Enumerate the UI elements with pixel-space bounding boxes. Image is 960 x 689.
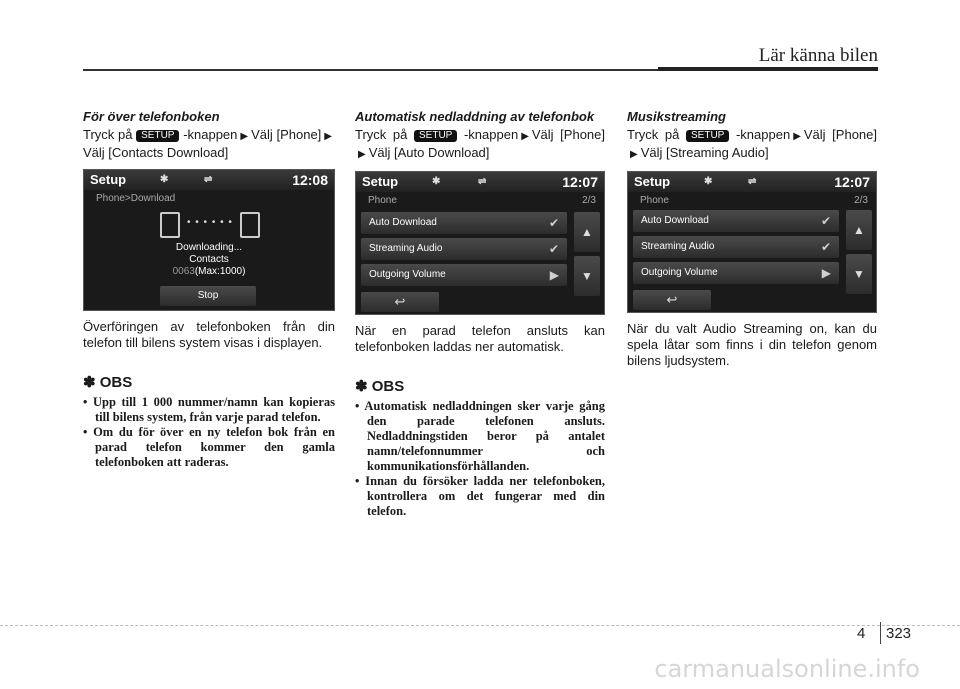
instruction: Tryck på SETUP -knappen ▶ Välj [Phone] ▶Välj [Contacts Download] <box>83 127 332 160</box>
check-icon: ✔ <box>820 214 831 228</box>
header-rule-accent <box>658 67 878 71</box>
usb-icon: ⇌ <box>204 174 213 185</box>
footer-rule <box>0 625 960 626</box>
list-item: • Upp till 1 000 nummer/namn kan kopieras till bilens system, från varje parad telefon. <box>83 395 335 424</box>
arrow-right-icon: ▶ <box>630 149 638 160</box>
section-heading: Musikstreaming <box>627 109 726 124</box>
instruction: Tryck på SETUP -knappen ▶ Välj [Phone]▶ Välj [Streaming Audio] <box>627 127 877 163</box>
screen-title: Setup <box>90 172 127 187</box>
page-indicator: 2/3 <box>854 195 868 206</box>
back-button[interactable] <box>633 290 711 310</box>
arrow-right-icon: ▶ <box>549 268 559 282</box>
arrow-right-icon: ▶ <box>793 131 801 142</box>
download-max: (Max:1000) <box>194 266 246 277</box>
back-button[interactable] <box>361 292 439 312</box>
menu-item-streaming-audio[interactable]: Streaming Audio ✔ <box>633 236 839 258</box>
triangle-up-icon: ▲ <box>581 225 593 239</box>
arrow-right-icon: ▶ <box>358 149 366 160</box>
scroll-up-button[interactable] <box>846 210 872 250</box>
progress-dots: • • • • • • <box>187 217 233 228</box>
section-heading: För över telefonboken <box>83 109 220 124</box>
menu-item-outgoing-volume[interactable]: Outgoing Volume ▶ <box>361 264 567 286</box>
list-item: • Innan du försöker ladda ner telefonboken, kontrollera om det fungerar med din telefon. <box>355 474 605 518</box>
screen-title: Setup <box>362 174 399 189</box>
page-number: 323 <box>886 625 912 642</box>
screen-path: Phone <box>368 195 397 206</box>
bluetooth-icon: ✱ <box>160 174 169 185</box>
status-contacts: Contacts <box>189 254 229 265</box>
instruction: Tryck på SETUP -knappen ▶ Välj [Phone]▶ Välj [Auto Download] <box>355 127 605 163</box>
page-number-separator <box>880 622 881 644</box>
check-icon: ✔ <box>548 216 559 230</box>
download-count: 0063 <box>172 266 195 277</box>
screen-path: Phone>Download <box>96 193 176 204</box>
screen-phone-settings <box>355 171 605 315</box>
obs-title: ✽ OBS <box>355 378 405 395</box>
page-indicator: 2/3 <box>582 195 596 206</box>
arrow-right-icon: ▶ <box>240 131 249 142</box>
menu-item-streaming-audio[interactable]: Streaming Audio ✔ <box>361 238 567 260</box>
check-icon: ✔ <box>548 242 559 256</box>
usb-icon: ⇌ <box>748 176 757 187</box>
section-heading: Automatisk nedladdning av telefonbok <box>355 109 595 124</box>
check-icon: ✔ <box>820 240 831 254</box>
setup-key-badge: SETUP <box>136 130 179 142</box>
menu-item-outgoing-volume[interactable]: Outgoing Volume ▶ <box>633 262 839 284</box>
paragraph: När en parad telefon ansluts kan telefonboken laddas ner automatisk. <box>355 323 605 354</box>
triangle-down-icon: ▼ <box>581 269 593 283</box>
screen-phone-settings <box>627 171 877 313</box>
screen-clock: 12:07 <box>562 174 598 190</box>
scroll-down-button[interactable] <box>574 256 600 296</box>
chapter-number: 4 <box>857 625 866 642</box>
screen-title: Setup <box>634 174 671 189</box>
menu-item-auto-download[interactable]: Auto Download ✔ <box>361 212 567 234</box>
list-item: • Om du för över en ny telefon bok från en parad telefon kommer den gamla telefonboken att raderas. <box>83 425 335 469</box>
page-header-title: Lär känna bilen <box>758 45 878 66</box>
phone-icon <box>160 212 180 238</box>
arrow-right-icon: ▶ <box>821 266 831 280</box>
obs-list <box>355 399 605 519</box>
column-contacts-download <box>83 110 335 470</box>
obs-list <box>83 395 335 470</box>
list-item: • Automatisk nedladdningen sker varje gång den parade telefonen ansluts. Nedladdningstiden beror på antalet namn/telefonnummer och kommunikationsförhållanden. <box>355 399 605 473</box>
back-arrow-icon: ↩ <box>394 294 406 309</box>
stop-button[interactable]: Stop <box>160 286 256 306</box>
setup-key-badge: SETUP <box>686 130 729 142</box>
screen-path: Phone <box>640 195 669 206</box>
screen-download <box>83 169 335 311</box>
scroll-down-button[interactable] <box>846 254 872 294</box>
column-auto-download <box>355 110 605 519</box>
obs-title: ✽ OBS <box>83 374 133 391</box>
triangle-down-icon: ▼ <box>853 267 865 281</box>
paragraph: Överföringen av telefonboken från din telefon till bilens system visas i displayen. <box>83 319 335 350</box>
contacts-list-icon <box>240 212 260 238</box>
arrow-right-icon: ▶ <box>324 131 332 142</box>
bluetooth-icon: ✱ <box>704 176 713 187</box>
scroll-up-button[interactable] <box>574 212 600 252</box>
status-downloading: Downloading... <box>175 242 243 253</box>
screen-clock: 12:07 <box>834 174 870 190</box>
paragraph: När du valt Audio Streaming on, kan du spela låtar som finns i din telefon genom bilens ljudsystem. <box>627 321 877 368</box>
menu-item-auto-download[interactable]: Auto Download ✔ <box>633 210 839 232</box>
arrow-right-icon: ▶ <box>521 131 529 142</box>
screen-clock: 12:08 <box>292 172 328 188</box>
back-arrow-icon: ↩ <box>666 292 678 307</box>
column-music-streaming <box>627 110 877 369</box>
bluetooth-icon: ✱ <box>432 176 441 187</box>
triangle-up-icon: ▲ <box>853 223 865 237</box>
usb-icon: ⇌ <box>478 176 487 187</box>
setup-key-badge: SETUP <box>414 130 457 142</box>
watermark: carmanualsonline.info <box>654 655 920 683</box>
